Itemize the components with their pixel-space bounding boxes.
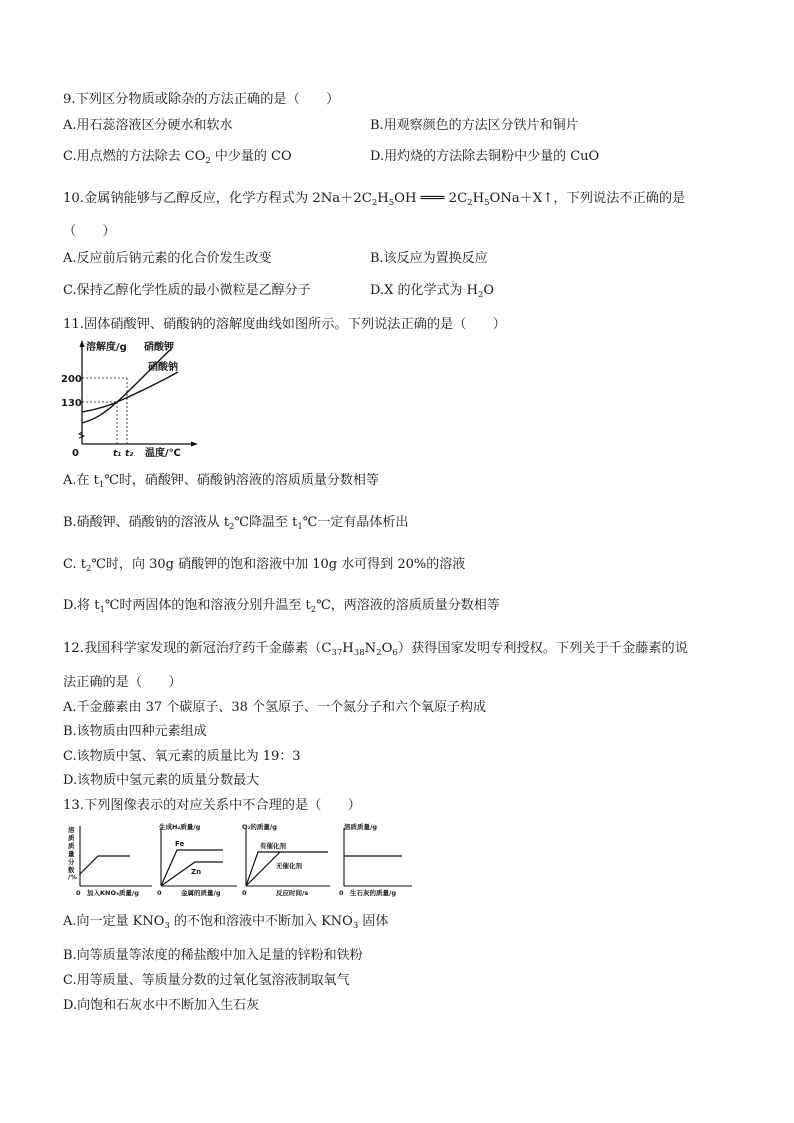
svg-text:量: 量 [68, 850, 75, 858]
curve-nano3 [82, 372, 178, 412]
svg-text:质: 质 [68, 834, 75, 842]
xlabel: 加入KNO₃质量/g [87, 889, 139, 897]
curve-label-nano3: 硝酸钠 [148, 362, 178, 373]
q11-stem: 11.固体硝酸钾、硝酸钠的溶解度曲线如图所示。下列说法正确的是（ ） [63, 317, 506, 332]
xlabel: 反应时间/s [276, 889, 309, 897]
x-axis-arrow [191, 442, 198, 447]
q10-option-c: C.保持乙醇化学性质的最小微粒是乙醇分子 [63, 283, 311, 298]
q9-option-d: D.用灼烧的方法除去铜粉中少量的 CuO [370, 149, 600, 164]
q11-option-a: A.在 $t_1℃$时，硝酸钾、硝酸钠溶液的溶质质量分数相等 [63, 473, 379, 490]
q12-option-b: B.该物质由四种元素组成 [63, 724, 207, 739]
q12-stem: 12.我国科学家发现的新冠治疗药千金藤素$(C_{37}H_{38}N_2O_6)$获得国家发明专利授权。下列关于千金藤素的说 [63, 641, 688, 658]
axis-break-mark [79, 432, 84, 438]
q11-option-d: D.将 $t_1℃$时两固体的饱和溶液分别升温至 $t_2℃$，两溶液的溶质质量分数相等 [63, 598, 500, 615]
label-zn: Zn [191, 868, 202, 876]
xlabel: 温度/℃ [145, 448, 181, 459]
q10-option-a: A.反应前后钠元素的化合价发生改变 [63, 251, 272, 266]
x-tick-t1: t₁ [113, 449, 122, 459]
graph-line [80, 856, 130, 874]
q13-graph-d [336, 822, 416, 898]
origin-label: 0 [72, 448, 79, 459]
ylabel: 溶质质量/g [344, 823, 378, 831]
origin: 0 [76, 889, 81, 897]
x-tick-t2: t₂ [125, 449, 134, 459]
label-fe: Fe [175, 840, 185, 848]
q13-option-b: B.向等质量等浓度的稀盐酸中加入足量的锌粉和铁粉 [63, 948, 363, 963]
q11-solubility-chart [60, 338, 200, 462]
q10-answer-paren: （ ） [63, 224, 116, 239]
svg-text:溶: 溶 [68, 826, 75, 834]
xlabel: 金属的质量/g [181, 889, 221, 897]
q12-option-c: C.该物质中氢、氧元素的质量比为 19：3 [63, 749, 301, 764]
q13-option-d: D.向饱和石灰水中不断加入生石灰 [63, 998, 260, 1013]
curve-label-kno3: 硝酸钾 [144, 342, 174, 353]
xlabel: 生石灰的质量/g [350, 889, 397, 897]
q9-option-c: C.用点燃的方法除去 $CO_2$ 中少量的 CO [63, 149, 292, 166]
origin: 0 [157, 889, 162, 897]
y-axis-arrow [80, 340, 85, 347]
q13-graph-a [60, 822, 156, 898]
q10-option-b: B.该反应为置换反应 [370, 251, 488, 266]
q12-option-d: D.该物质中氢元素的质量分数最大 [63, 773, 260, 788]
q10-option-d: D.X 的化学式为 $H_2O$ [370, 283, 495, 300]
q13-option-a: A.向一定量 $KNO_3$ 的不饱和溶液中不断加入 $KNO_3$ 固体 [63, 914, 389, 931]
ylabel: 生成H₂质量/g [159, 823, 201, 831]
q13-stem: 13.下列图像表示的对应关系中不合理的是（ ） [63, 798, 361, 813]
y-tick-130: 130 [61, 398, 82, 409]
q9-option-b: B.用观察颜色的方法区分铁片和铜片 [370, 118, 579, 133]
q13-graph-b [153, 822, 241, 898]
q9-stem: 9.下列区分物质或除杂的方法正确的是（ ） [63, 92, 340, 107]
svg-text:质: 质 [68, 842, 75, 850]
y-tick-200: 200 [61, 374, 82, 385]
q11-option-b: B.硝酸钾、硝酸钠的溶液从 $t_2℃$降温至 $t_1℃$一定有晶体析出 [63, 515, 409, 532]
label-catalyst: 有催化剂 [260, 842, 286, 850]
q11-option-c: C. $t_2℃$时，向 30g 硝酸钾的饱和溶液中加 10g 水可得到 20%的溶液 [63, 557, 466, 574]
label-no-catalyst: 无催化剂 [276, 862, 302, 870]
origin: 0 [242, 889, 247, 897]
q13-graph-c [240, 822, 334, 898]
ylabel: O₂的质量/g [242, 823, 277, 831]
q9-option-a: A.用石蕊溶液区分硬水和软水 [63, 118, 233, 133]
q12-stem-line2: 法正确的是（ ） [63, 675, 182, 690]
ylabel: 溶解度/g [86, 342, 127, 353]
q10-stem: 10.金属钠能够与乙醇反应，化学方程式为 $2Na+2C_2H_5OH$ ═══ $2C_2H_5ONa+X↑$，下列说法不正确的是 [63, 191, 686, 208]
svg-text:数: 数 [68, 866, 75, 874]
q13-option-c: C.用等质量、等质量分数的过氧化氢溶液制取氧气 [63, 973, 350, 988]
q12-option-a: A.千金藤素由 37 个碳原子、38 个氢原子、一个氮分子和六个氧原子构成 [63, 700, 487, 715]
line-no-catalyst [246, 852, 280, 886]
svg-text:/%: /% [68, 873, 77, 881]
origin: 0 [339, 889, 344, 897]
svg-text:分: 分 [68, 858, 75, 866]
